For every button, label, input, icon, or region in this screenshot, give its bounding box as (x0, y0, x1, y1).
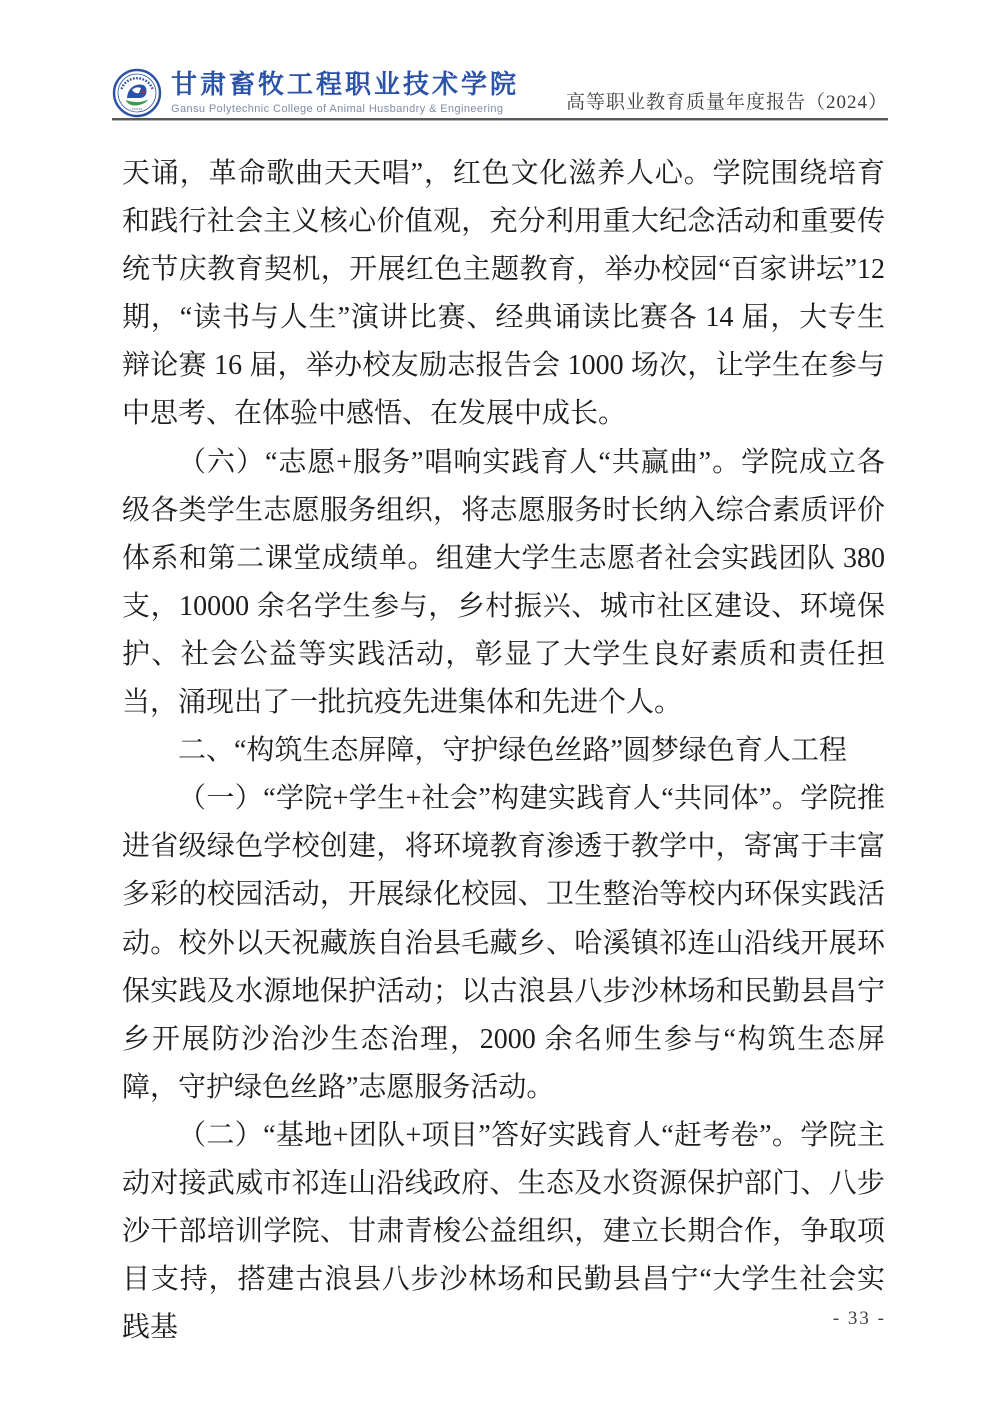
page-header (112, 58, 888, 118)
paragraph-base-team-project: （二）“基地+团队+项目”答好实践育人“赶考卷”。学院主动对接武威市祁连山沿线政府、生态及水资源保护部门、八步沙干部培训学院、甘肃青梭公益组织，建立长期合作，争取项目支持，搭建古浪县八步沙林场和民勤县昌宁“大学生社会实践基 (122, 1119, 885, 1344)
document-body (122, 150, 885, 1352)
college-seal-icon (112, 68, 162, 118)
paragraph-community-building: （一）“学院+学生+社会”构建实践育人“共同体”。学院推进省级绿色学校创建，将环境教育渗透于教学中，寄寓于丰富多彩的校园活动，开展绿化校园、卫生整治等校内环保实践活动。校外以天祝藏族自治县毛藏乡、哈溪镇祁连山沿线开展环保实践及水源地保护活动；以古浪县八步沙林场和民勤县昌宁乡开展防沙治沙生态治理，2000 余名师生参与“构筑生态屏障，守护绿色丝路”志愿服务活动。 (122, 783, 885, 1103)
page-number: - 33 - (832, 1308, 886, 1329)
college-brand (112, 68, 519, 118)
college-name-block (171, 70, 519, 116)
header-divider (112, 118, 888, 121)
paragraph-volunteer-service: （六）“志愿+服务”唱响实践育人“共赢曲”。学院成立各级各类学生志愿服务组织，将志愿服务时长纳入综合素质评价体系和第二课堂成绩单。组建大学生志愿者社会实践团队 380 支，10000 余名学生参与，乡村振兴、城市社区建设、环境保护、社会公益等实践活动，彰显了大学生良好素质和责任担当，涌现出了一批抗疫先进集体和先进个人。 (122, 446, 885, 719)
report-title: 高等职业教育质量年度报告（2024） (565, 92, 888, 113)
section-heading-green-silk-road: 二、“构筑生态屏障，守护绿色丝路”圆梦绿色育人工程 (178, 735, 847, 767)
paragraph-red-culture: 天诵，革命歌曲天天唱”，红色文化滋养人心。学院围绕培育和践行社会主义核心价值观，充分利用重大纪念活动和重要传统节庆教育契机，开展红色主题教育，举办校园“百家讲坛”12 期，“读书与人生”演讲比赛、经典诵读比赛各 14 届，大专生辩论赛 16 届，举办校友励志报告会 1000 场次，让学生在参与中思考、在体验中感悟、在发展中成长。 (122, 158, 885, 430)
college-name-en: Gansu Polytechnic College of Animal Husbandry & Engineering (171, 103, 504, 115)
college-name-zh: 甘肃畜牧工程职业技术学院 (171, 70, 520, 99)
